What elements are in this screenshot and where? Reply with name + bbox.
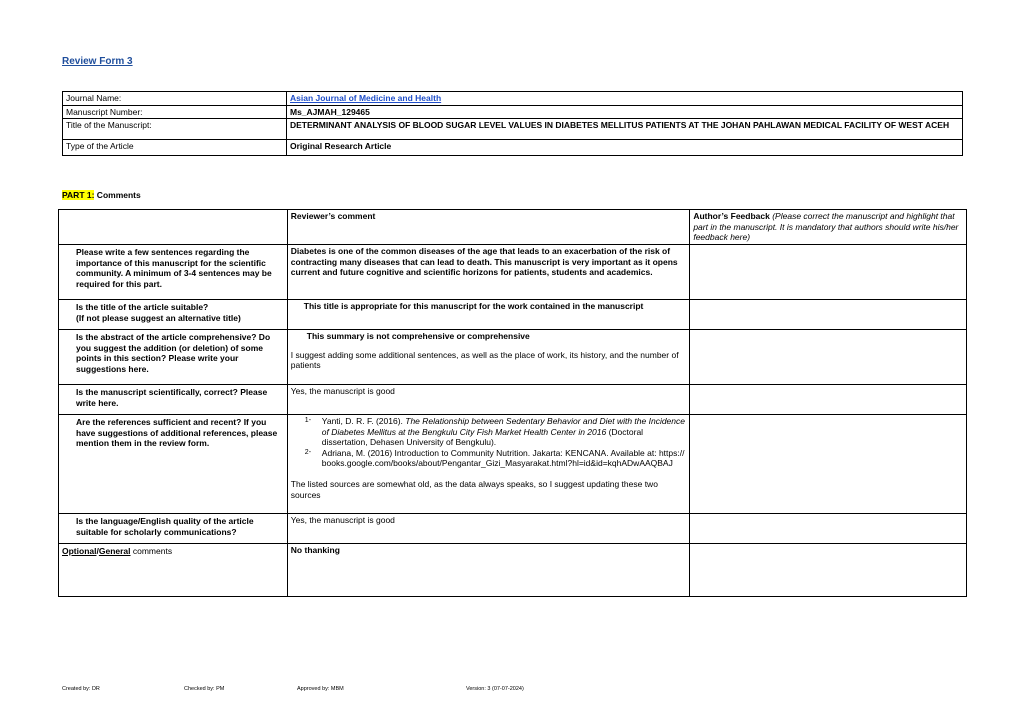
comment-optional: No thanking bbox=[287, 543, 690, 596]
feedback-language[interactable] bbox=[690, 513, 967, 543]
article-type-label: Type of the Article bbox=[63, 139, 287, 155]
manuscript-title-label: Title of the Manuscript: bbox=[63, 119, 287, 140]
manuscript-number-row bbox=[63, 105, 963, 119]
journal-name-cell bbox=[287, 92, 963, 106]
review-row-language bbox=[59, 513, 967, 543]
journal-name-label: Journal Name: bbox=[63, 92, 287, 106]
optional-general-label: Optional/General comments bbox=[59, 543, 288, 596]
header-reviewer-comment: Reviewer’s comment bbox=[287, 210, 690, 245]
question-abstract: Is the abstract of the article comprehensive? Do you suggest the addition (or deletion) of some points in this section? Please write your suggestions here. bbox=[59, 329, 288, 384]
comment-abstract-bold: This summary is not comprehensive or comprehensive bbox=[306, 330, 530, 341]
review-row-abstract bbox=[59, 329, 967, 384]
comment-references: The listed sources are somewhat old, as the data always speaks, so I suggest updating these two sources bbox=[290, 479, 658, 500]
author-feedback-instructions: (Please correct the manuscript and highlight that part in the manuscript. It is mandatory that authors should write his/her feedback here) bbox=[693, 211, 959, 243]
feedback-abstract[interactable] bbox=[690, 329, 967, 384]
reference-text: Yanti, D. R. F. (2016). bbox=[321, 415, 406, 426]
reference-item bbox=[305, 416, 687, 448]
review-row-importance bbox=[59, 244, 967, 299]
feedback-scientific[interactable] bbox=[690, 384, 967, 414]
feedback-references[interactable] bbox=[690, 414, 967, 513]
review-row-scientific bbox=[59, 384, 967, 414]
general-word: General bbox=[98, 545, 131, 556]
part-1-label: PART 1: bbox=[62, 190, 95, 200]
reference-number: 1- bbox=[304, 416, 312, 424]
reference-title: The Relationship between Sedentary Behavior and Diet with the Incidence of Diabetes Mellitus at the Bengkulu City Fish Market Health Center in 2016 bbox=[321, 415, 685, 437]
footer-checked-by: Checked by: PM bbox=[184, 686, 225, 692]
optional-word: Optional bbox=[62, 545, 97, 556]
review-header-row bbox=[59, 210, 967, 245]
header-author-feedback bbox=[690, 210, 967, 245]
feedback-importance[interactable] bbox=[690, 244, 967, 299]
manuscript-title-row bbox=[63, 119, 963, 140]
comment-references-cell bbox=[287, 414, 690, 513]
review-row-references bbox=[59, 414, 967, 513]
journal-name-link[interactable]: Asian Journal of Medicine and Health bbox=[290, 93, 442, 103]
article-type-value: Original Research Article bbox=[287, 139, 963, 155]
footer-approved-by: Approved by: MBM bbox=[297, 686, 344, 692]
question-references: Are the references sufficient and recent? If you have suggestions of additional references, please mention them in the review form. bbox=[59, 414, 288, 513]
review-row-optional bbox=[59, 543, 967, 596]
comment-language: Yes, the manuscript is good bbox=[287, 513, 690, 543]
manuscript-number-label: Manuscript Number: bbox=[63, 105, 287, 119]
question-language: Is the language/English quality of the article suitable for scholarly communications? bbox=[59, 513, 288, 543]
feedback-title[interactable] bbox=[690, 299, 967, 329]
reference-number: 2- bbox=[304, 448, 312, 456]
manuscript-info-table bbox=[62, 91, 963, 156]
journal-name-row bbox=[63, 92, 963, 106]
part-1-heading bbox=[62, 190, 141, 201]
comment-abstract-cell bbox=[287, 329, 690, 384]
manuscript-title-value: DETERMINANT ANALYSIS OF BLOOD SUGAR LEVEL VALUES IN DIABETES MELLITUS PATIENTS AT THE JOHAN PAHLAWAN MEDICAL FACILITY OF WEST ACEH bbox=[287, 119, 963, 140]
feedback-optional[interactable] bbox=[690, 543, 967, 596]
question-scientific: Is the manuscript scientifically, correct? Please write here. bbox=[59, 384, 288, 414]
form-title: Review Form 3 bbox=[62, 56, 133, 67]
comment-importance: Diabetes is one of the common diseases of the age that leads to an exacerbation of the risk of contracting many diseases that can lead to death. This manuscript is very important as it opens current and future cognitive and scientific horizons for patients, students and academics. bbox=[287, 244, 690, 299]
part-1-suffix: Comments bbox=[94, 190, 141, 200]
article-type-row bbox=[63, 139, 963, 155]
review-comments-table bbox=[58, 209, 967, 597]
footer-created-by: Created by: DR bbox=[62, 686, 100, 692]
comment-title: This title is appropriate for this manuscript for the work contained in the manuscript bbox=[287, 299, 690, 329]
author-feedback-title: Author’s Feedback bbox=[693, 211, 770, 221]
reference-text: Adriana, M. (2016) Introduction to Community Nutrition. Jakarta: KENCANA. Available at: https://books.google.com/books/about/Pengantar_Gizi_Masyarakat.html?hl=id&id=kqhADwAAQBAJ bbox=[321, 447, 685, 469]
header-question-cell bbox=[59, 210, 288, 245]
footer-version: Version: 3 (07-07-2024) bbox=[466, 686, 524, 692]
comment-scientific: Yes, the manuscript is good bbox=[287, 384, 690, 414]
question-title: Is the title of the article suitable? (If not please suggest an alternative title) bbox=[59, 299, 288, 329]
reference-item bbox=[305, 448, 687, 469]
comments-word: comments bbox=[130, 545, 173, 556]
question-importance: Please write a few sentences regarding the importance of this manuscript for the scientific community. A minimum of 3-4 sentences may be required for this part. bbox=[59, 244, 288, 299]
comment-abstract: I suggest adding some additional sentences, as well as the place of work, its history, and the number of patients bbox=[290, 349, 679, 371]
reference-source: (Doctoral dissertation, Dehasen University of Bengkulu). bbox=[321, 426, 644, 448]
review-row-title bbox=[59, 299, 967, 329]
manuscript-number-value: Ms_AJMAH_129465 bbox=[287, 105, 963, 119]
reference-list bbox=[291, 416, 687, 469]
